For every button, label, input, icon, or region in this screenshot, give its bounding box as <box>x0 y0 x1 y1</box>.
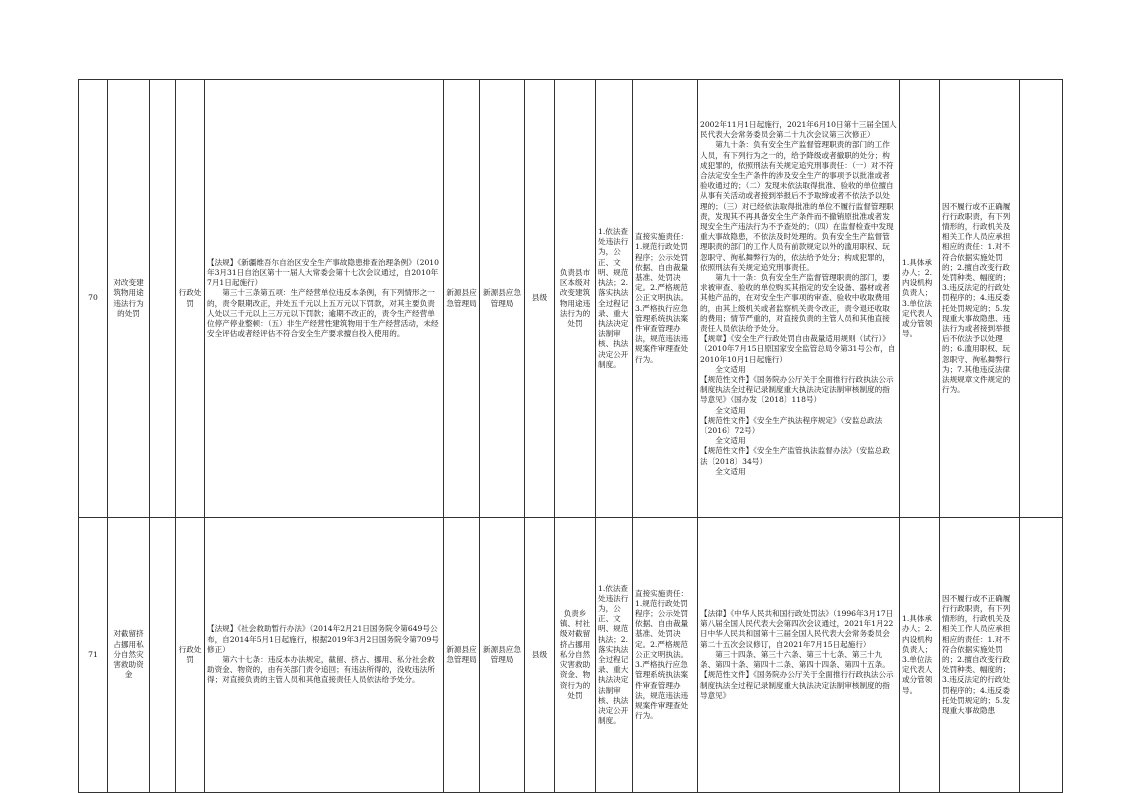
responsible-subject: 1.具体承办人；2.内设机构负责人；3.单位法定代表人或分管领导。 <box>900 80 940 518</box>
law-para: 【法律】《中华人民共和国行政处罚法》（1996年3月17日第八届全国人民代表大会第四次会议通过，2021年1月22日中华人民共和国第十三届全国人民代表大会常务委员会第二十五次会议修订，自2021年7月15日起施行） <box>700 609 894 649</box>
table-row <box>79 80 1063 518</box>
law-para: 【规范性文件】《国务院办公厅关于全面推行行政执法公示制度执法全过程记录制度重大执法决定法制审核制度的指导意见》 <box>700 670 894 700</box>
accountability-situations: 因不履行或不正确履行行政职责，有下列情形的，行政机关及相关工作人员应承担相应的责任：1.对不符合依据实施处罚的；2.擅自改变行政处罚种类、幅度的；3.违反法定的行政处罚程序的；4.违反委托处罚规定的；5.发现重大事故隐患、违法行为或者接到举报后不依法予以处理的；6.滥用职权、玩忽职守、徇私舞弊行为；7.其他违反法律法规规章文件规定的行为。 <box>940 80 1020 518</box>
implementing-body: 新源县应急管理局 <box>480 80 525 518</box>
responsibility-items: 直接实施责任：1.规范行政处罚程序；公示处罚依据、自由裁量基准、处罚决定。2.严格规范公正文明执法。3.严格执行应急管理系统执法案件审查管理办法，规范违法违规案件审理查处行为。 <box>633 518 698 793</box>
basis-article: 第六十七条：违反本办法规定，截留、挤占、挪用、私分社会救助资金、物资的，由有关部门责令追回；有违法所得的，没收违法所得；对直接负责的主管人员和其他直接责任人员依法给予处分。 <box>207 655 435 685</box>
legal-basis <box>205 80 444 518</box>
blank-cell <box>150 80 176 518</box>
table-row <box>79 518 1063 793</box>
exercise-level: 县级 <box>525 518 555 793</box>
law-para: 【规范性文件】《安全生产监管执法监督办法》（安监总政法〔2018〕34号） <box>700 446 890 466</box>
jurisdiction-scope: 负责县市区本级对改变建筑物用途违法行为的处罚 <box>555 80 596 518</box>
remark <box>1020 80 1063 518</box>
law-para: 全文适用 <box>715 436 746 446</box>
responsibility-items: 直接实施责任：1.规范行政处罚程序；公示处罚依据、自由裁量基准、处罚决定。2.严格规范公正文明执法。3.严格执行应急管理系统执法案件审查管理办法，规范违法违规案件审理查处行为。 <box>633 80 698 518</box>
responsible-subject: 1.具体承办人；2.内设机构负责人；3.单位法定代表人或分管领导。 <box>900 518 940 793</box>
accountability-basis <box>698 518 900 793</box>
power-type: 行政处罚 <box>176 518 205 793</box>
basis-article: 第三十三条第五项：生产经营单位违反本条例，有下列情形之一的，责令限期改正，并处五千元以上五万元以下罚款，对其主要负责人处以三千元以上三万元以下罚款；逾期不改正的，责令生产经营单位停产停业整顿：（五）非生产经营性建筑物用于生产经营活动，未经安全评估或者经评估不符合安全生产要求擅自投入使用的。 <box>207 288 439 339</box>
duty-items: 1.依法查处违法行为，公正、文明、规范执法；2.落实执法全过程记录、重大执法决定法制审核、执法决定公开制度。 <box>596 518 633 793</box>
basis-source: 【法规】《社会救助暂行办法》（2014年2月21日国务院令第649号公布，自2014年5月1日起施行，根据2019年3月2日国务院令第709号修正） <box>207 624 439 654</box>
duty-items: 1.依法查处违法行为，公正、文明、规范执法；2.落实执法全过程记录、重大执法决定法制审核、执法决定公开制度。 <box>596 80 633 518</box>
item-name: 对改变建筑物用途违法行为的处罚 <box>108 80 150 518</box>
law-para: 【规范性文件】《安全生产执法程序规定》（安监总政法〔2016〕72号） <box>700 415 883 436</box>
accountability-situations: 因不履行或不正确履行行政职责，有下列情形的，行政机关及相关工作人员应承担相应的责任：1.对不符合依据实施处罚的；2.擅自改变行政处罚种类、幅度的；3.违反法定的行政处罚程序的；4.违反委托处罚规定的；5.发现重大事故隐患 <box>940 518 1020 793</box>
law-para: 全文适用 <box>715 364 746 374</box>
accountability-basis <box>698 80 900 518</box>
law-para: 2002年11月1日起施行，2021年6月10日第十三届全国人民代表大会常务委员会第二十九次会议第三次修正） <box>700 119 897 140</box>
jurisdiction-scope: 负责乡镇、村社级对截留挤占挪用私分自然灾害救助资金、物资行为的处罚 <box>555 518 596 793</box>
legal-basis <box>205 518 444 793</box>
basis-source: 【法规】《新疆维吾尔自治区安全生产事故隐患排查治理条例》（2010年3月31日自治区第十一届人大常委会第十七次会议通过，自2010年7月1日起施行） <box>207 257 439 288</box>
law-para: 全文适用 <box>715 405 746 415</box>
law-para: 第三十四条、第三十六条、第三十七条、第三十九条、第四十条、第四十二条、第四十四条、第四十五条。 <box>700 649 890 670</box>
blank-cell <box>150 518 176 793</box>
law-para: 第九十条：负有安全生产监督管理职责的部门的工作人员，有下列行为之一的，给予降级或者撤职的处分；构成犯罪的，依照刑法有关规定追究刑事责任：（一）对不符合法定安全生产条件的涉及安全生产的事项予以批准或者验收通过的；（二）发现未依法取得批准、验收的单位擅自从事有关活动或者接到举报后不予取缔或者不依法予以处理的；（三）对已经依法取得批准的单位不履行监督管理职责，发现其不再具备安全生产条件而不撤销原批准或者发现安全生产违法行为不予查处的；（四）在监督检查中发现重大事故隐患，不依法及时处理的。负有安全生产监督管理职责的部门的工作人员有前款规定以外的滥用职权、玩忽职守、徇私舞弊行为的，依法给予处分；构成犯罪的，依照刑法有关规定追究刑事责任。 <box>700 140 894 272</box>
item-name: 对截留挤占挪用私分自然灾害救助资金 <box>108 518 150 793</box>
law-para: 第九十一条：负有安全生产监督管理职责的部门，要求被审查、验收的单位购买其指定的安全设备、器材或者其他产品的，在对安全生产事项的审查、验收中收取费用的，由其上级机关或者监察机关责令改正，责令退还收取的费用；情节严重的，对直接负责的主管人员和其他直接责任人员依法给予处分。 <box>700 272 890 333</box>
power-type: 行政处罚 <box>176 80 205 518</box>
responsible-dept: 新源县应急管理局 <box>444 80 480 518</box>
law-para: 全文适用 <box>715 466 746 476</box>
remark <box>1020 518 1063 793</box>
power-list-table <box>78 79 1063 793</box>
law-para: 【规范性文件】《国务院办公厅关于全面推行行政执法公示制度执法全过程记录制度重大执法决定法制审核制度的指导意见》（国办发〔2018〕118号） <box>700 375 894 405</box>
implementing-body: 新源县应急管理局 <box>480 518 525 793</box>
law-para: 【规章】《安全生产行政处罚自由裁量适用规则（试行）》（2010年7月15日原国家安全监管总局令第31号公布，自2010年10月1日起施行） <box>700 334 896 364</box>
row-number: 71 <box>79 518 108 793</box>
exercise-level: 县级 <box>525 80 555 518</box>
row-number: 70 <box>79 80 108 518</box>
responsible-dept: 新源县应急管理局 <box>444 518 480 793</box>
